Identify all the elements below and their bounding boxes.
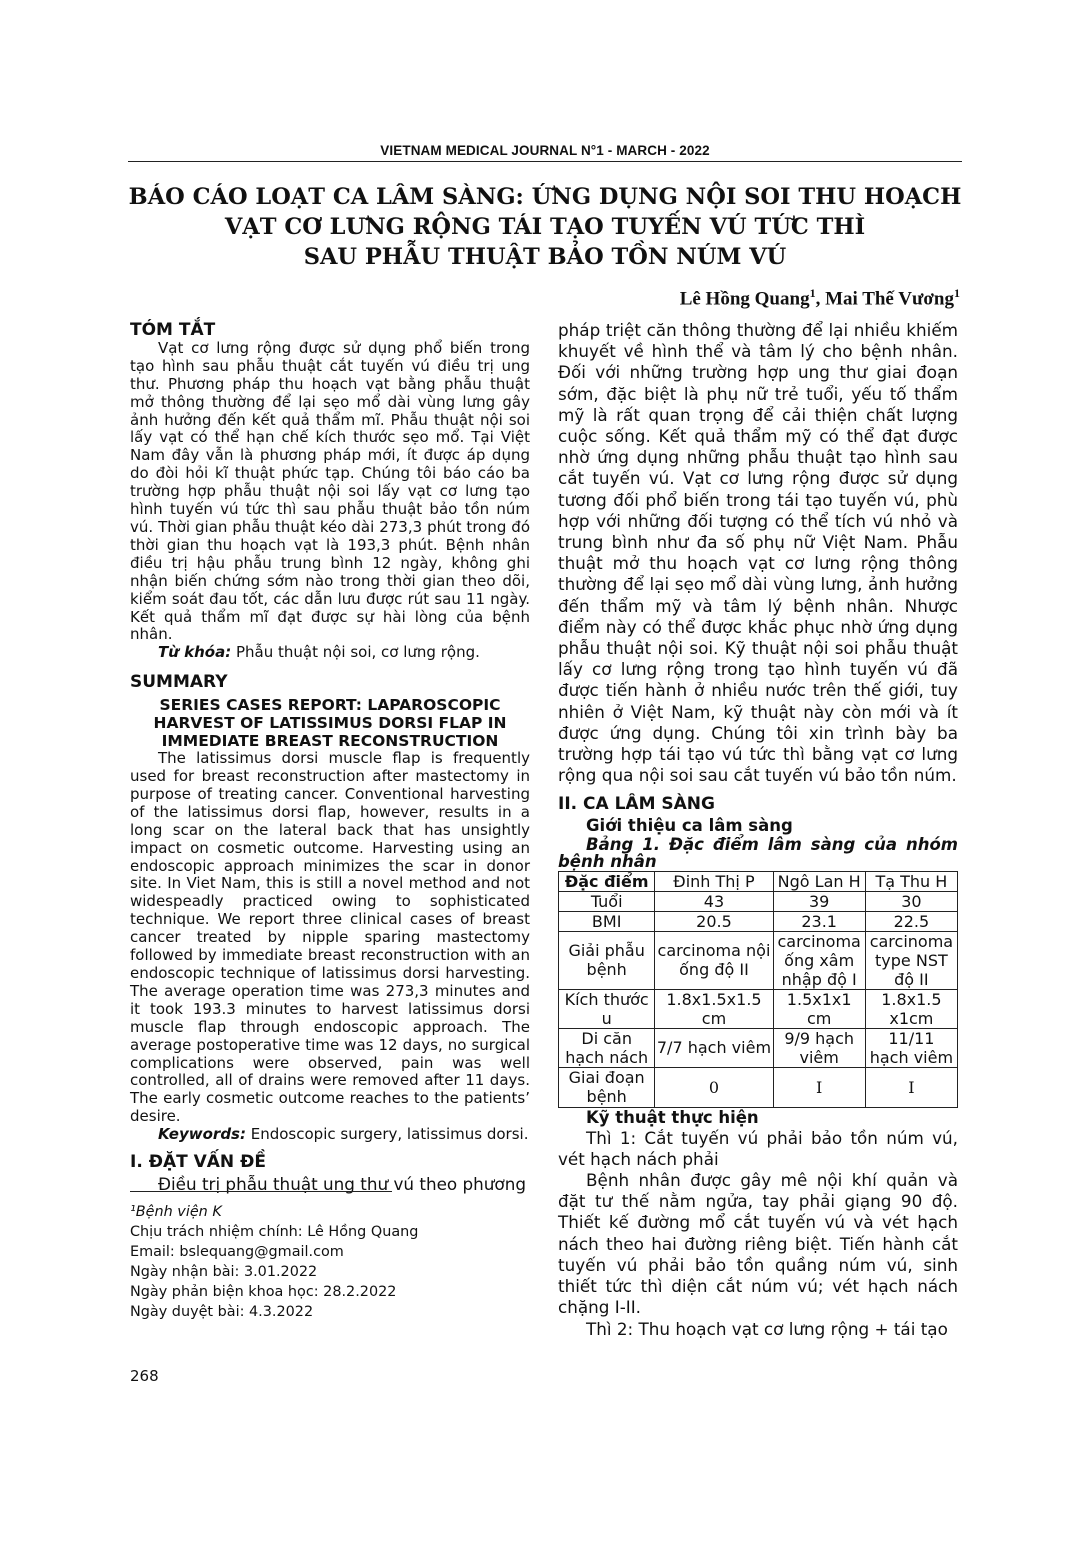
abstract-vi-keywords bbox=[130, 644, 530, 662]
subsection-heading: Kỹ thuật thực hiện bbox=[586, 1107, 759, 1127]
section-1-continued: pháp triệt căn thông thường để lại nhiều khiếm khuyết về hình thể và tâm lý cho bệnh nhân. Đối với những trường hợp ung thư giai đoạn sớm, đặc biệt là phụ nữ trẻ tuổi, yếu tố thẩm mỹ là rất quan trọng để cải thiện chất lượng cuộc sống. Kết quả thẩm mỹ có thể đạt được nhờ ứng dụng những phẫu thuật tạo hình sau cắt tuyến vú. Vạt cơ lưng rộng được sử dụng tương đối phổ biến trong tái tạo tuyến vú, phù hợp với những đối tượng có thể tích vú nhỏ và trung bình như đa số phụ nữ Việt Nam. Phẫu thuật mở thu hoạch vạt cơ lưng rộng thông thường để lại sẹo mổ dài vùng lưng, ảnh hưởng đến thẩm mỹ và tâm lý bệnh nhân. Nhược điểm này có thể được khắc phục nhờ ứng dụng phẫu thuật nội soi. Kỹ thuật nội soi phẫu thuật lấy cơ lưng rộng trong tạo hình tuyến vú đã được tiến hành ở nhiều nước trên thế giới, tuy nhiên ở Việt Nam, kỹ thuật này còn mới và ít được ứng dụng. Chúng tôi xin trình bày ba trường hợp tái tạo vú tức thì bằng vạt cơ lưng rộng qua nội soi sau cắt tuyến vú bảo tồn núm. bbox=[558, 320, 958, 786]
footnote-line: Email: bslequang@gmail.com bbox=[130, 1244, 344, 1260]
header-divider bbox=[128, 161, 962, 162]
table-cell: 30 bbox=[865, 891, 957, 911]
footnote-line: Ngày nhận bài: 3.01.2022 bbox=[130, 1264, 318, 1280]
table-cell: Di căn hạch nách bbox=[559, 1028, 655, 1067]
keywords-text: Phẫu thuật nội soi, cơ lưng rộng. bbox=[231, 643, 480, 662]
summary-title-line: IMMEDIATE BREAST RECONSTRUCTION bbox=[161, 732, 499, 751]
left-column bbox=[130, 322, 530, 1195]
table-cell: Giai đoạn bệnh bbox=[559, 1067, 655, 1107]
footnotes bbox=[130, 1202, 530, 1322]
summary-heading: SUMMARY bbox=[130, 672, 228, 693]
table-row bbox=[559, 931, 958, 989]
table-cell: 9/9 hạch viêm bbox=[773, 1028, 865, 1067]
table-cell: 1.5x1x1 cm bbox=[773, 989, 865, 1028]
table-row bbox=[559, 891, 958, 911]
table-cell: 1.8x1.5x1.5 cm bbox=[655, 989, 773, 1028]
table-cell: carcinoma nội ống độ II bbox=[655, 931, 773, 989]
table-row bbox=[559, 989, 958, 1028]
table-row bbox=[559, 1067, 958, 1107]
table-header-cell: Ngô Lan H bbox=[773, 871, 865, 891]
table-row bbox=[559, 1028, 958, 1067]
summary-body: The latissimus dorsi muscle flap is frequently used for breast reconstruction after mastectomy in purpose of treating cancer. Conventional harvesting of the latissimus dorsi flap, however, results in a long scar on the lateral back that has unsightly impact on cosmetic outcome. Harvesting using an endoscopic approach minimizes the scar in donor site. In Viet Nam, this is still a novel method and not widespeadly practiced owing to sophisticated technique. We report three clinical cases of breast cancer treated by nipple sparing mastectomy followed by immediate breast reconstruction with an endoscopic technique of latissimus dorsi harvesting. The average operation time was 273,3 minutes and it took 193.3 minutes to harvest latissimus dorsi muscle flap through endoscopic approach. The average postoperative time was 12 days, no surgical complications were observed, pain was well controlled, all of drains were removed after 11 days. The early cosmetic outcome reaches to the patients’ desire. bbox=[130, 749, 530, 1126]
keywords-text: Endoscopic surgery, latissimus dorsi. bbox=[245, 1125, 529, 1144]
table-cell: 11/11 hạch viêm bbox=[865, 1028, 957, 1067]
table-cell: carcinoma ống xâm nhập độ I bbox=[773, 931, 865, 989]
page-number: 268 bbox=[130, 1367, 159, 1385]
table-cell: 0 bbox=[655, 1067, 773, 1107]
footnote-affiliation: ¹Bệnh viện K bbox=[130, 1204, 222, 1220]
body-paragraph: Bệnh nhân được gây mê nội khí quản và đặt tư thế nằm ngửa, tay phải giạng 90 độ. Thiết kế đường mổ cắt tuyến vú và vét hạch nách theo hai đường riêng biệt. Tiến hành cắt tuyến vú phải bảo tồn quầng núm vú, sinh thiết tức thì diện cắt núm vú; vét hạch nách chặng I-II. bbox=[558, 1170, 958, 1318]
summary-title bbox=[130, 696, 530, 750]
author-affiliation-mark: 1 bbox=[809, 286, 816, 300]
section-2-heading: II. CA LÂM SÀNG bbox=[558, 794, 715, 815]
table-cell: 20.5 bbox=[655, 911, 773, 931]
keywords-label: Keywords: bbox=[158, 1125, 246, 1144]
table-header-cell: Tạ Thu H bbox=[865, 871, 957, 891]
footnote-divider bbox=[130, 1191, 392, 1192]
table-cell: BMI bbox=[559, 911, 655, 931]
section-1-heading: I. ĐẶT VẤN ĐỀ bbox=[130, 1152, 266, 1173]
body-paragraph: Thì 2: Thu hoạch vạt cơ lưng rộng + tái tạo bbox=[586, 1318, 948, 1339]
title-line: BÁO CÁO LOẠT CA LÂM SÀNG: ỨNG DỤNG NỘI SOI THU HOẠCH bbox=[128, 184, 962, 210]
right-column bbox=[558, 320, 958, 1340]
clinical-table bbox=[558, 871, 958, 1108]
table-row bbox=[559, 911, 958, 931]
journal-header: VIETNAM MEDICAL JOURNAL N°1 - MARCH - 2022 bbox=[380, 143, 710, 158]
abstract-vi-heading: TÓM TẮT bbox=[130, 320, 216, 340]
keywords-label: Từ khóa: bbox=[158, 643, 232, 662]
section-1-start: Điều trị phẫu thuật ung thư vú theo phương bbox=[158, 1173, 526, 1194]
footnote-line: Ngày phản biện khoa học: 28.2.2022 bbox=[130, 1284, 397, 1300]
summary-title-line: SERIES CASES REPORT: LAPAROSCOPIC bbox=[159, 696, 501, 715]
table-caption: Bảng 1. Đặc điểm lâm sàng của nhóm bệnh nhân bbox=[558, 834, 958, 871]
table-cell: 39 bbox=[773, 891, 865, 911]
table-cell: Kích thước u bbox=[559, 989, 655, 1028]
table-header-cell: Đặc điểm bbox=[559, 871, 655, 891]
footnote-line: Chịu trách nhiệm chính: Lê Hồng Quang bbox=[130, 1224, 419, 1240]
table-cell: 22.5 bbox=[865, 911, 957, 931]
author-affiliation-mark: 1 bbox=[954, 286, 960, 300]
body-paragraph: Thì 1: Cắt tuyến vú phải bảo tồn núm vú, vét hạch nách phải bbox=[558, 1127, 958, 1169]
author-separator: , bbox=[815, 288, 826, 310]
abstract-vi-body: Vạt cơ lưng rộng được sử dụng phổ biến trong tạo hình sau phẫu thuật cắt tuyến vú điều trị ung thư. Phương pháp thu hoạch vạt bằng phẫu thuật mở thông thường để lại sẹo mổ dài vùng lưng gây ảnh hưởng đến kết quả thẩm mĩ. Phẫu thuật nội soi lấy vạt có thể hạn chế kích thước sẹo mổ. Tại Việt Nam đây vẫn là phương pháp mới, ít được áp dụng do đòi hỏi kĩ thuật phức tạp. Chúng tôi báo cáo ba trường hợp phẫu thuật nội soi lấy vạt cơ lưng tạo hình tuyến vú tức thì sau phẫu thuật bảo tồn núm vú. Thời gian phẫu thuật kéo dài 273,3 phút trong đó thời gian thu hoạch vạt là 193,3 phút. Bệnh nhân điều trị hậu phẫu trung bình 12 ngày, không ghi nhận biến chứng sớm nào trong thời gian theo dõi, kiểm soát đau tốt, các dẫn lưu được rút sau 11 ngày. Kết quả thẩm mĩ đạt được sự hài lòng của bệnh nhân. bbox=[130, 338, 530, 644]
article-title bbox=[128, 182, 962, 272]
table-cell: I bbox=[865, 1067, 957, 1107]
title-line: VẠT CƠ LƯNG RỘNG TÁI TẠO TUYẾN VÚ TỨC THÌ bbox=[224, 214, 866, 240]
table-cell: 1.8x1.5 x1cm bbox=[865, 989, 957, 1028]
table-cell: 43 bbox=[655, 891, 773, 911]
author-name: Lê Hồng Quang bbox=[679, 288, 810, 310]
footnote-line: Ngày duyệt bài: 4.3.2022 bbox=[130, 1304, 314, 1320]
table-cell: Tuổi bbox=[559, 891, 655, 911]
table-cell: 7/7 hạch viêm bbox=[655, 1028, 773, 1067]
subsection-heading: Giới thiệu ca lâm sàng bbox=[586, 815, 793, 835]
author-list bbox=[680, 286, 960, 310]
table-cell: I bbox=[773, 1067, 865, 1107]
table-cell: Giải phẫu bệnh bbox=[559, 931, 655, 989]
table-header-row bbox=[559, 871, 958, 891]
table-cell: carcinoma type NST độ II bbox=[865, 931, 957, 989]
table-cell: 23.1 bbox=[773, 911, 865, 931]
summary-title-line: HARVEST OF LATISSIMUS DORSI FLAP IN bbox=[153, 714, 507, 733]
author-name: Mai Thế Vương bbox=[825, 288, 954, 310]
table-header-cell: Đinh Thị P bbox=[655, 871, 773, 891]
summary-keywords bbox=[130, 1126, 530, 1144]
title-line: SAU PHẪU THUẬT BẢO TỒN NÚM VÚ bbox=[303, 244, 787, 270]
